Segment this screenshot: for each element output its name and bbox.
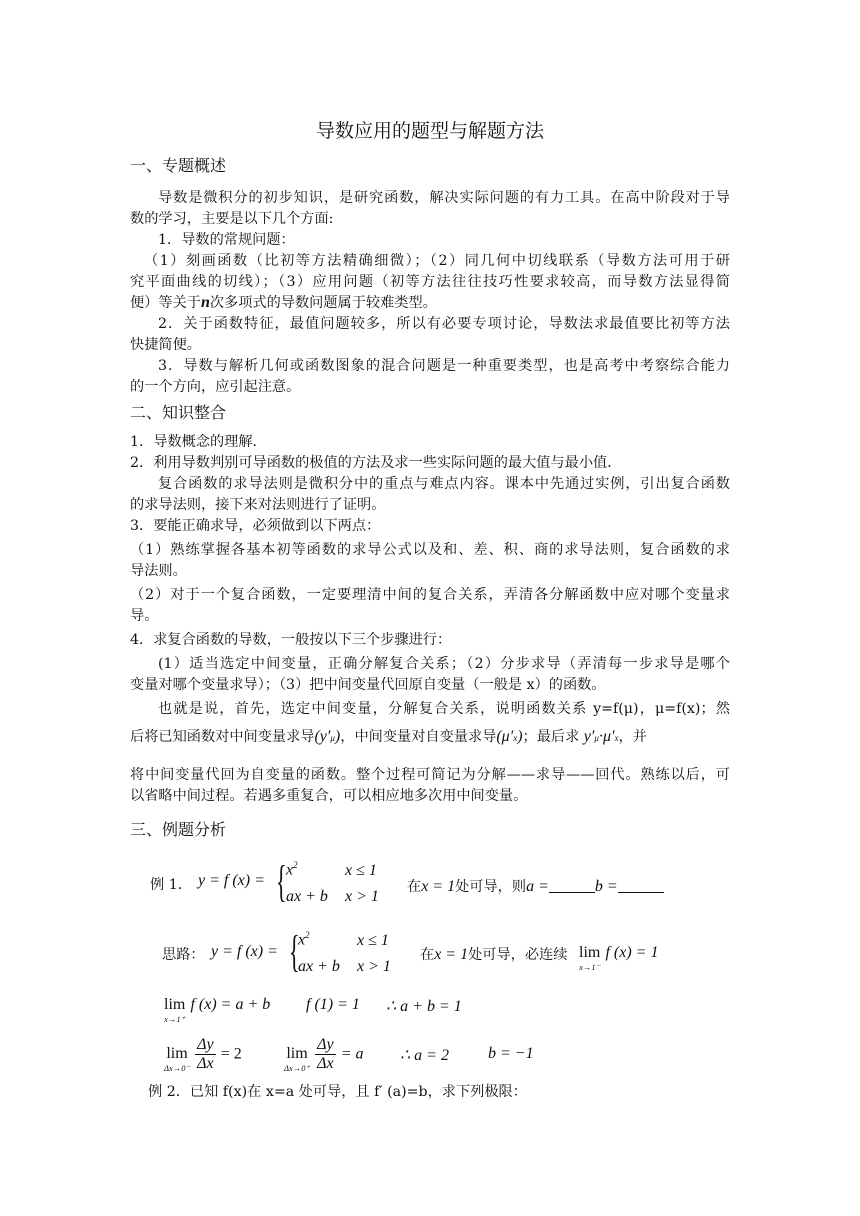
paragraph-line: 2．关于函数特征，最值问题较多，所以有必要专项讨论，导数法求最值要比初等方法 — [158, 316, 730, 332]
paragraph-line: 后将已知函数对中间变量求导(y′μ)，中间变量对自变量求导(μ′x)；最后求 y′μ·μ′x，并 — [130, 728, 647, 745]
case-condition: x ≤ 1 — [345, 862, 377, 879]
paragraph-line: （1）刻画函数（比初等方法精确细微）；（2）同几何中切线联系（导数方法可用于研 — [144, 253, 730, 269]
example-text: 在x = 1处可导，必连续 — [420, 946, 568, 963]
case-condition: x > 1 — [345, 888, 379, 905]
list-heading: 1．导数的常规问题： — [158, 232, 295, 248]
section-heading-knowledge: 二、知识整合 — [130, 403, 227, 422]
paragraph-line: 数的学习，主要是以下几个方面: — [130, 211, 334, 227]
brace-glyph: { — [289, 927, 300, 976]
case-condition: x > 1 — [357, 958, 391, 975]
math-inline: (y′μ) — [314, 728, 341, 745]
example-label: 思路： — [162, 947, 205, 963]
paragraph-line: 究平面曲线的切线）；（3）应用问题（初等方法往往技巧性要求较高，而导数方法显得简 — [130, 274, 730, 290]
case-expression: $x^2$ — [298, 930, 310, 949]
limit-expression: lim Δx→0⁻ $\frac{\Delta y}{\Delta x}$ = 2 — [164, 1036, 242, 1073]
paragraph-line: 将中间变量代回为自变量的函数。整个过程可简记为分解——求导——回代。熟练以后，可 — [130, 767, 730, 783]
example-label: 例 1． — [150, 877, 192, 893]
paragraph-line: 导数是微积分的初步知识，是研究函数，解决实际问题的有力工具。在高中阶段对于导 — [158, 190, 730, 206]
math-statement: f (1) = 1 — [306, 996, 360, 1013]
list-item: 3．要能正确求导，必须做到以下两点： — [130, 518, 381, 534]
list-item: 2．利用导数判别可导函数的极值的方法及求一些实际问题的最大值与最小值． — [130, 455, 622, 471]
math-statement: ∴ a = 2 — [400, 1047, 449, 1064]
list-item: 1．导数概念的理解． — [130, 434, 267, 450]
case-expression: ax + b — [298, 958, 340, 975]
math-inline: (μ′x) — [496, 728, 523, 745]
paragraph-line: 以省略中间过程。若遇多重复合，可以相应地多次用中间变量。 — [130, 788, 528, 804]
case-expression: ax + b — [286, 888, 328, 905]
paragraph-line: 也就是说，首先，选定中间变量，分解复合关系，说明函数关系 y=f(μ)，μ=f(x)；然 — [158, 701, 730, 717]
math-statement: ∴ a + b = 1 — [386, 998, 462, 1015]
paragraph-line: （2）对于一个复合函数，一定要理清中间的复合关系，弄清各分解函数中应对哪个变量求 — [130, 587, 730, 603]
paragraph-line: 变量对哪个变量求导）；（3）把中间变量代回原自变量（一般是 x）的函数。 — [130, 677, 606, 693]
case-expression: $x^2$ — [286, 860, 298, 879]
limit-expression: lim x→1⁻ f (x) = 1 — [579, 944, 659, 972]
example-text: 在x = 1处可导，则a = b = — [407, 876, 664, 896]
answer-blank — [618, 878, 664, 893]
math-function: y = f (x) = — [198, 872, 265, 889]
math-inline: y′μ·μ′x — [583, 728, 619, 745]
paragraph-line: 复合函数的求导法则是微积分中的重点与难点内容。课本中先通过实例，引出复合函数 — [158, 476, 730, 492]
paragraph-line: 导。 — [130, 608, 159, 624]
page-title: 导数应用的题型与解题方法 — [315, 120, 544, 142]
section-heading-overview: 一、专题概述 — [130, 156, 227, 175]
limit-expression: lim x→1⁺ f (x) = a + b — [164, 996, 271, 1024]
paragraph-line: 的一个方向，应引起注意。 — [130, 379, 301, 395]
answer-blank — [549, 878, 595, 893]
paragraph-line: 3．导数与解析几何或函数图象的混合问题是一种重要类型，也是高考中考察综合能力 — [158, 358, 730, 374]
paragraph-line: 导法则。 — [130, 563, 187, 579]
limit-expression: lim Δx→0⁺ $\frac{\Delta y}{\Delta x}$ = a — [284, 1036, 364, 1073]
example-text: 例 2．已知 f(x)在 x=a 处可导，且 f′ (a)=b，求下列极限： — [148, 1084, 527, 1100]
brace-glyph: { — [276, 857, 287, 906]
math-statement: b = −1 — [488, 1045, 534, 1062]
paragraph-line: 快捷简便。 — [130, 337, 201, 353]
paragraph-line: （1）熟练掌握各基本初等函数的求导公式以及和、差、积、商的求导法则，复合函数的求 — [130, 542, 730, 558]
math-function: y = f (x) = — [211, 943, 278, 960]
case-condition: x ≤ 1 — [357, 932, 389, 949]
list-item: 4．求复合函数的导数，一般按以下三个步骤进行： — [130, 632, 452, 648]
section-heading-examples: 三、例题分析 — [130, 820, 227, 839]
paragraph-line: 便）等关于n次多项式的导数问题属于较难类型。 — [130, 294, 437, 311]
paragraph-line: 的求导法则，接下来对法则进行了证明。 — [130, 497, 386, 513]
paragraph-line: (1）适当选定中间变量，正确分解复合关系；（2）分步求导（弄清每一步求导是哪个 — [158, 656, 730, 672]
